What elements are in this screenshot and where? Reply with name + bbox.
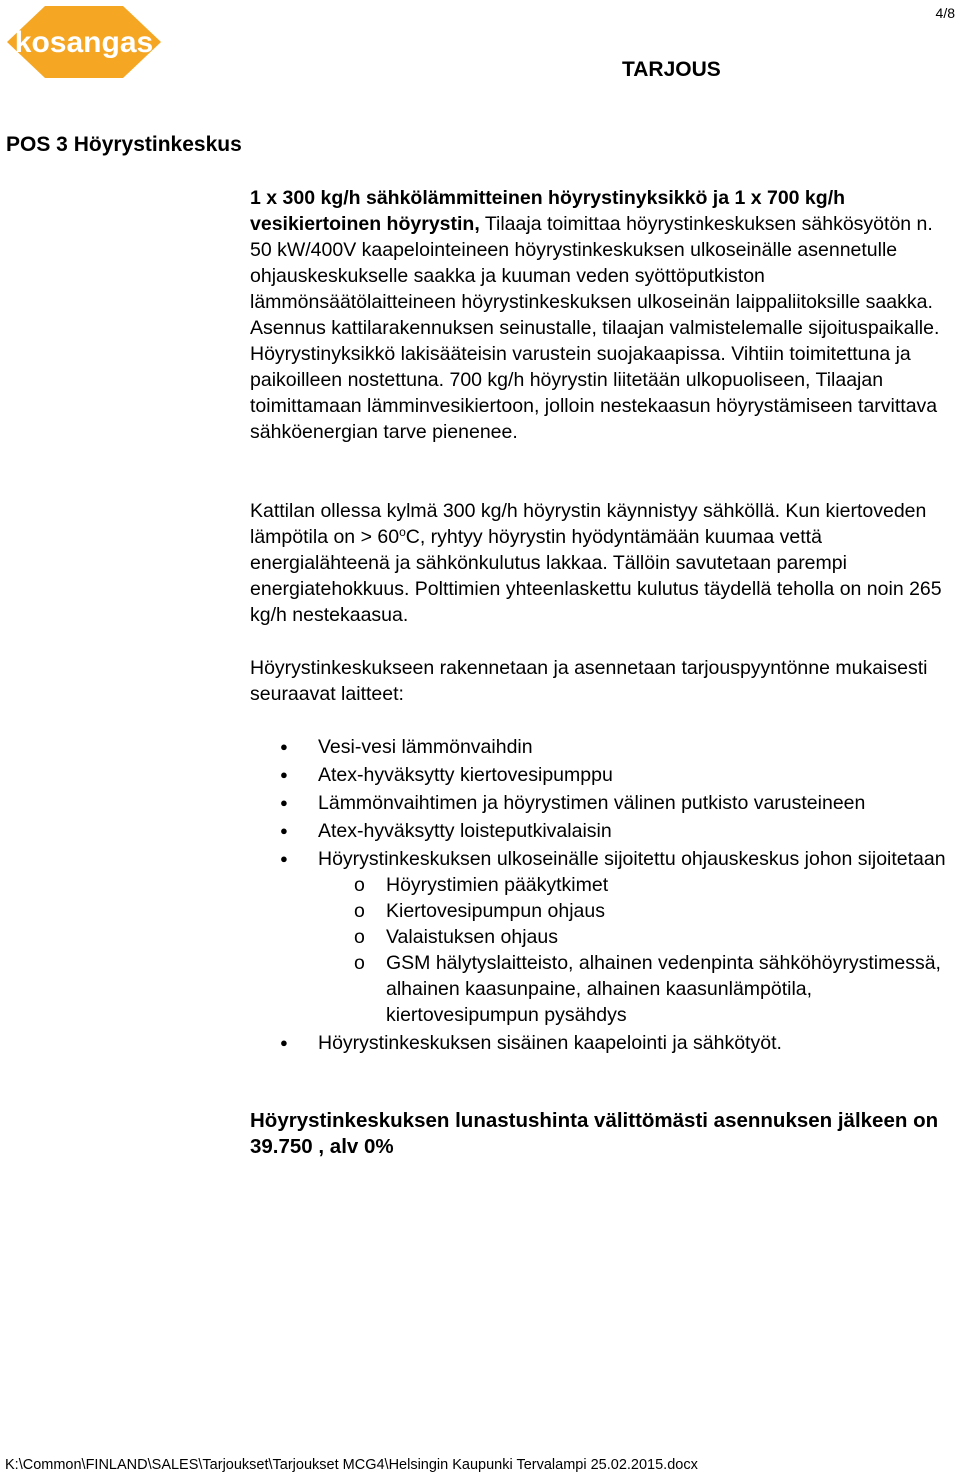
operation-paragraph (250, 498, 958, 628)
list-item: ● Atex-hyväksytty loisteputkivalaisin (250, 818, 958, 844)
list-item: ● Lämmönvaihtimen ja höyrystimen välinen putkisto varusteineen (250, 790, 958, 816)
price-statement: Höyrystinkeskuksen lunastushinta välittömästi asennuksen jälkeen on 39.750 , alv 0% (250, 1109, 939, 1158)
logo-text: kosangas (14, 26, 154, 59)
list-item: ● Vesi-vesi lämmönvaihdin (250, 734, 958, 760)
equipment-list (250, 734, 958, 1058)
intro-bold-text: 1 x 300 kg/h sähkölämmitteinen höyrystinyksikkö ja 1 x 700 kg/h vesikiertoinen höyrystin, (250, 187, 846, 235)
operation-text-2: C, ryhtyy höyrystin hyödyntämään kuumaa vettä energialähteenä ja sähkönkulutus lakkaa. Tällöin savutetaan parempi energiatehokkuus. Polttimien yhteenlaskettu kulutus täydellä teholla on noin 265 kg/h nestekaasua. (250, 526, 942, 626)
equipment-intro: Höyrystinkeskukseen rakennetaan ja asennetaan tarjouspyyntönne mukaisesti seuraavat laitteet: (250, 657, 928, 705)
section-title: POS 3 Höyrystinkeskus (6, 133, 242, 156)
list-item: ● Höyrystinkeskuksen ulkoseinälle sijoitettu ohjauskeskus johon sijoitetaan o Höyrystimien pääkytkimet o Kiertovesipumpun ohjaus o Valaistuksen ohjaus o GSM hälytyslaitteisto, alhainen vedenpinta sähköhöyrystimessä, alhainen kaasunpaine, alhainen kaasunlämpötila, kiertovesipumpun pysähdys (250, 846, 958, 1028)
list-item: ● Atex-hyväksytty kiertovesipumppu (250, 762, 958, 788)
footer-file-path: K:\Common\FINLAND\SALES\Tarjoukset\Tarjoukset MCG4\Helsingin Kaupunki Tervalampi 25.02.2015.docx (5, 1457, 698, 1473)
list-item: ● Höyrystinkeskuksen sisäinen kaapelointi ja sähkötyöt. (250, 1030, 958, 1056)
sub-list-item: o GSM hälytyslaitteisto, alhainen vedenpinta sähköhöyrystimessä, alhainen kaasunpaine, alhainen kaasunlämpötila, kiertovesipumpun pysähdys (318, 950, 958, 1028)
kosangas-logo (5, 4, 163, 80)
sub-list-item: o Höyrystimien pääkytkimet (318, 872, 958, 898)
page-number: 4/8 (935, 5, 955, 21)
sub-list-item: o Kiertovesipumpun ohjaus (318, 898, 958, 924)
sub-list-item: o Valaistuksen ohjaus (318, 924, 958, 950)
intro-paragraph (250, 185, 958, 445)
control-center-sublist (318, 872, 958, 1028)
operation-text-1: Kattilan ollessa kylmä 300 kg/h höyrystin käynnistyy sähköllä. Kun kiertoveden lämpötila on > 60 (250, 500, 927, 548)
document-title: TARJOUS (622, 58, 721, 81)
degree-superscript: o (399, 525, 406, 539)
intro-text: Tilaaja toimittaa höyrystinkeskuksen sähkösyötön n. 50 kW/400V kaapelointeineen höyrystinkeskuksen ulkoseinälle asennetulle ohjauskeskukselle saakka ja kuuman veden syöttöputkiston lämmönsäätölaitteineen höyrystinkeskuksen ulkoseinän laippaliitoksille saakka. Asennus kattilarakennuksen seinustalle, tilaajan valmistelemalle sijoituspaikalle. Höyrystinyksikkö lakisääteisin varustein suojakaapissa. Vihtiin toimitettuna ja paikoilleen nostettuna. 700 kg/h höyrystin liitetään ulkopuoliseen, Tilaajan toimittamaan lämminvesikiertoon, jolloin nestekaasun höyrystämiseen tarvittava sähköenergian tarve pienenee. (250, 213, 940, 443)
